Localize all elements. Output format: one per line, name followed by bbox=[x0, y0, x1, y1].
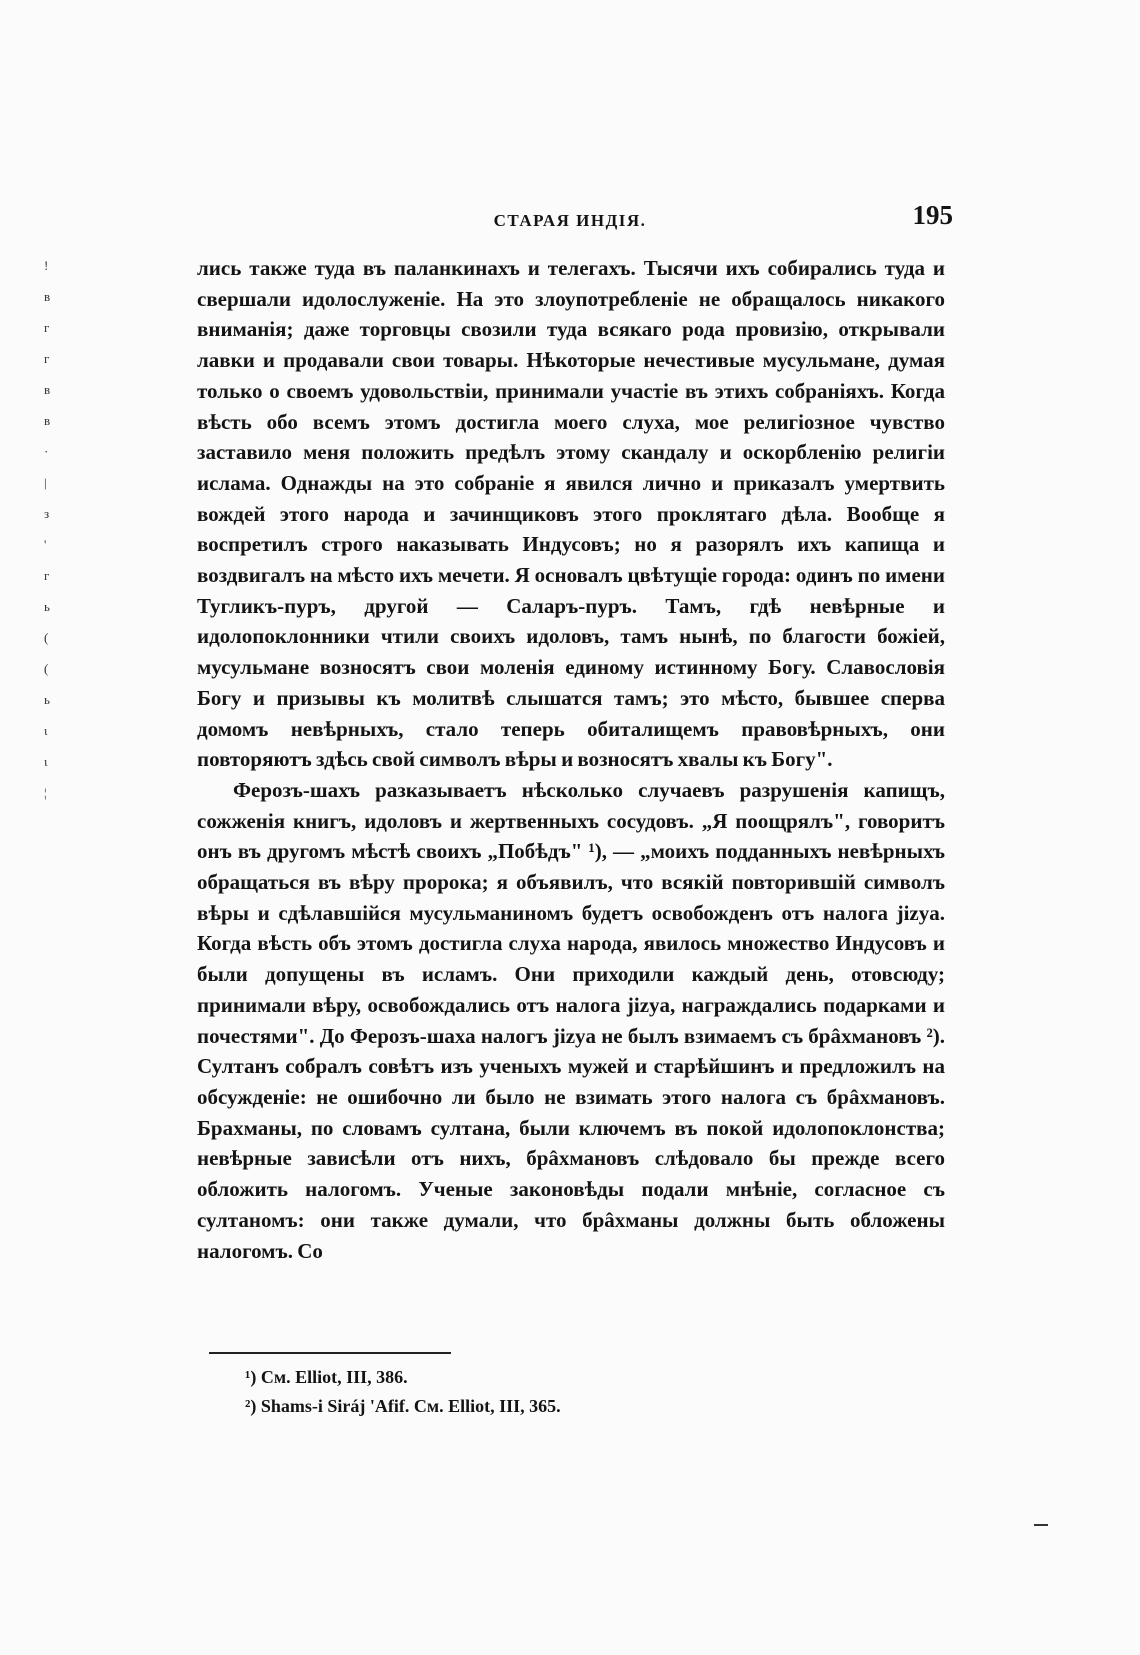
page-header bbox=[195, 200, 953, 234]
margin-mark: г bbox=[44, 351, 50, 366]
margin-mark: ι bbox=[44, 754, 48, 769]
footnote-rule bbox=[209, 1352, 451, 1354]
margin-mark: в bbox=[44, 382, 51, 397]
paragraph-1: лись также туда въ паланкинахъ и телегахъ. Тысячи ихъ собирались туда и свершали идолослуженіе. На это злоупотребленіе не обращалось никакого вниманія; даже торговцы свозили туда всякаго рода провизію, открывали лавки и продавали свои товары. Нѣкоторые нечестивые мусульмане, думая только о своемъ удовольствіи, принимали участіе въ этихъ собраніяхъ. Когда вѣсть обо всемъ этомъ достигла моего слуха, мое религіозное чувство заставило меня положить предѣлъ этому скандалу и оскорбленію религіи ислама. Однажды на это собраніе я явился лично и приказалъ умертвить вождей этого народа и зачинщиковъ этого проклятаго дѣла. Вообще я воспретилъ строго наказывать Индусовъ; но я разорялъ ихъ капища и воздвигалъ на мѣсто ихъ мечети. Я основалъ цвѣтущіе города: одинъ по имени Тугликъ-пуръ, другой — Саларъ-пуръ. Тамъ, гдѣ невѣрные и идолопоклонники чтили своихъ идоловъ, тамъ нынѣ, по благости божіей, мусульмане возносятъ свои моленія единому истинному Богу. Славословія Богу и призывы къ молитвѣ слышатся тамъ; это мѣсто, бывшее сперва домомъ невѣрныхъ, стало теперь обиталищемъ правовѣрныхъ, они повторяютъ здѣсь свой символъ вѣры и возносятъ хвалы къ Богу". bbox=[197, 256, 945, 772]
margin-mark: в bbox=[44, 289, 51, 304]
corner-dash bbox=[1034, 1524, 1048, 1526]
margin-mark: ь bbox=[44, 692, 50, 707]
margin-mark: ( bbox=[44, 630, 49, 645]
margin-mark: г bbox=[44, 568, 50, 583]
margin-mark: з bbox=[44, 506, 50, 521]
footnote-2: ²) Shams-i Siráj 'Afif. См. Elliot, III, 365. bbox=[245, 1396, 561, 1416]
margin-mark: ! bbox=[44, 258, 49, 273]
footnotes bbox=[245, 1363, 845, 1421]
margin-mark: г bbox=[44, 320, 50, 335]
margin-mark: ' bbox=[44, 537, 47, 552]
page-number: 195 bbox=[912, 200, 953, 230]
margin-mark: ¦ bbox=[44, 785, 47, 800]
paragraph-2: Ферозъ-шахъ разказываетъ нѣсколько случаевъ разрушенія капищъ, сожженія книгъ, идоловъ и жертвенныхъ сосудовъ. „Я поощрялъ", говоритъ онъ въ другомъ мѣстѣ своихъ „Побѣдъ" ¹), — „моихъ подданныхъ невѣрныхъ обращаться въ вѣру пророка; я объявилъ, что всякій повторившій символъ вѣры и сдѣлавшійся мусульманиномъ будетъ освобожденъ отъ налога jizya. Когда вѣсть объ этомъ достигла слуха народа, явилось множество Индусовъ и были допущены въ исламъ. Они приходили каждый день, отовсюду; принимали вѣру, освобождались отъ налога jizya, награждались подарками и почестями". До Ферозъ-шаха налогъ jizya не былъ взимаемъ съ брâхмановъ ²). Султанъ собралъ совѣтъ изъ ученыхъ мужей и старѣйшинъ и предложилъ на обсужденіе: не ошибочно ли было не взимать этого налога съ брâхмановъ. Брахманы, по словамъ султана, были ключемъ въ покой идолопоклонства; невѣрные зависѣли отъ нихъ, брâхмановъ слѣдовало бы прежде всего обложить налогомъ. Ученые законовѣды подали мнѣніе, согласное съ султаномъ: они также думали, что брâхманы должны быть обложены налогомъ. Со bbox=[197, 777, 945, 1263]
margin-mark: ι bbox=[44, 723, 48, 738]
running-head: СТАРАЯ ИНДІЯ. bbox=[493, 211, 647, 230]
margin-mark: ь bbox=[44, 599, 50, 614]
margin-mark: · bbox=[44, 444, 49, 459]
margin-mark: ( bbox=[44, 661, 49, 676]
left-margin-marks bbox=[44, 250, 60, 808]
body-text bbox=[197, 253, 945, 1266]
margin-mark: | bbox=[44, 475, 47, 490]
margin-mark: в bbox=[44, 413, 51, 428]
footnote-1: ¹) См. Elliot, III, 386. bbox=[245, 1367, 408, 1387]
